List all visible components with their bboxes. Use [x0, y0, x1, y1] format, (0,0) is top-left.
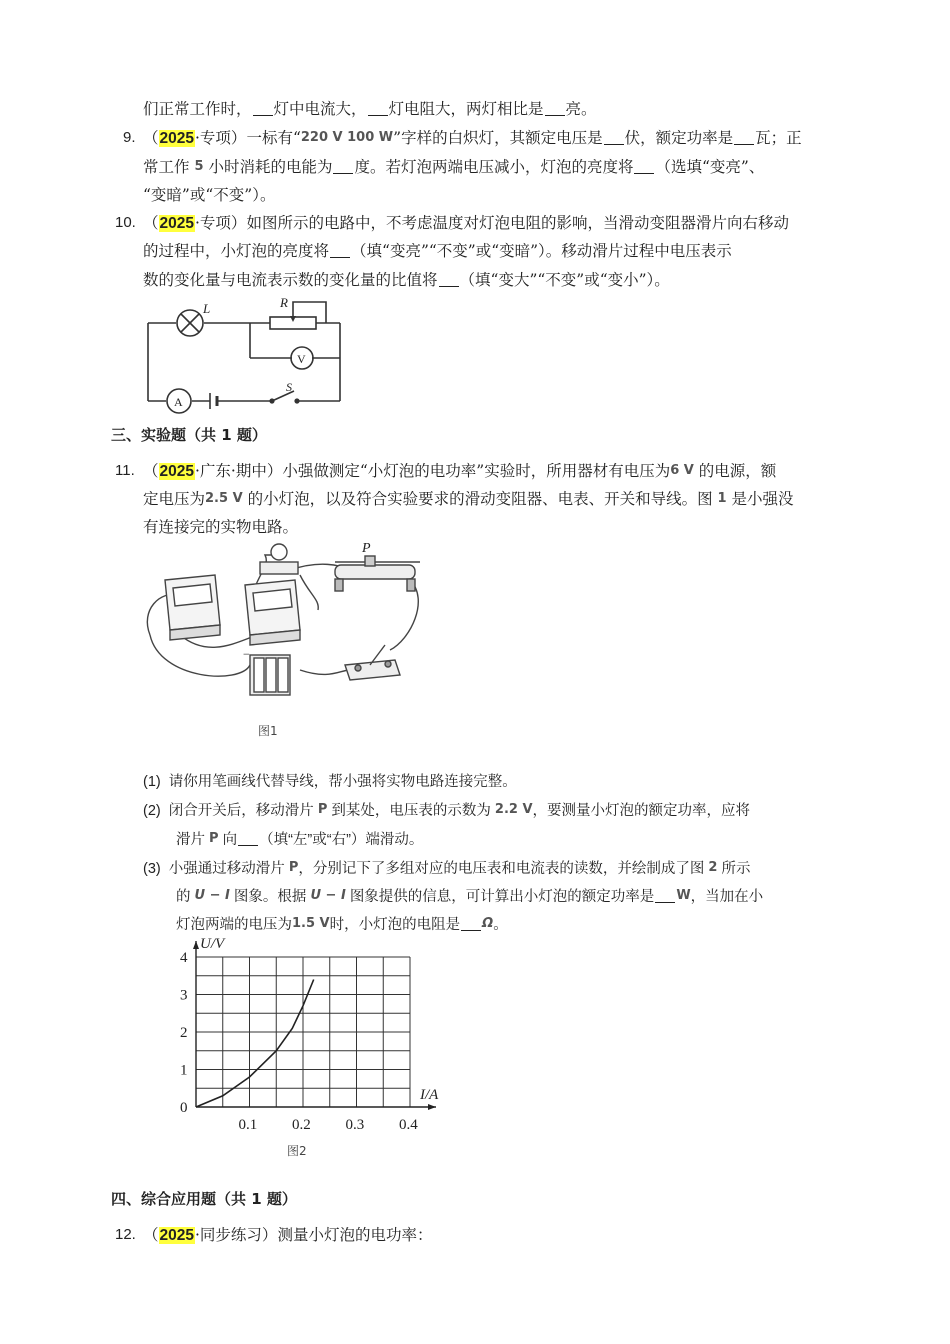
- y-tick-label: 2: [180, 1025, 188, 1041]
- answer-blank[interactable]: [333, 159, 353, 174]
- answer-blank[interactable]: [461, 916, 481, 931]
- answer-blank[interactable]: [545, 101, 565, 116]
- subquestion-1: (1) 请你用笔画线代替导线，帮小强将实物电路连接完整。: [143, 774, 517, 790]
- ui-chart: [170, 935, 455, 1135]
- q9-line2: 常工作 5 小时消耗的电能为 度。若灯泡两端电压减小，灯泡的亮度将 （选填“变亮”、: [143, 158, 765, 176]
- q11-line2: 定电压为2.5 V 的小灯泡，以及符合实验要求的滑动变阻器、电表、开关和导线。图 1 是小强没: [143, 490, 794, 508]
- answer-blank[interactable]: [330, 243, 350, 258]
- answer-blank[interactable]: [439, 272, 459, 287]
- year-highlight: 2025: [159, 1227, 194, 1244]
- answer-blank[interactable]: [368, 101, 388, 116]
- y-tick-label: 1: [180, 1062, 188, 1079]
- subquestion-3-cont2: 灯泡两端的电压为1.5 V时，小灯泡的电阻是 Ω。: [176, 916, 508, 933]
- y-tick-label: 0: [180, 1100, 188, 1116]
- lamp-label: L: [203, 301, 211, 316]
- y-axis-label: U/V: [200, 936, 225, 952]
- q10-line2: 的过程中，小灯泡的亮度将 （填“变亮”“不变”或“变暗”）。移动滑片过程中电压表示: [143, 242, 732, 260]
- answer-blank[interactable]: [734, 130, 754, 145]
- x-tick-label: 0.4: [399, 1117, 418, 1133]
- answer-blank[interactable]: [655, 888, 675, 903]
- negative-terminal: −: [243, 647, 250, 661]
- answer-blank[interactable]: [604, 130, 624, 145]
- q8-line: 们正常工作时， 灯中电流大， 灯电阻大，两灯相比是 亮。: [143, 100, 597, 118]
- subquestion-3: (3) 小强通过移动滑片 P，分别记下了多组对应的电压表和电流表的读数，并绘制成了图 2 所示: [143, 860, 751, 877]
- year-highlight: 2025: [159, 463, 194, 480]
- voltmeter-label: V: [297, 352, 306, 366]
- x-axis-arrow: [428, 1104, 436, 1110]
- question-number: 11.: [115, 462, 135, 479]
- figure-caption: 图1: [258, 724, 278, 738]
- figure-caption: 图2: [287, 1144, 307, 1158]
- question-number: 10.: [115, 214, 136, 231]
- apparatus-figure: [140, 540, 440, 730]
- y-tick-label: 4: [180, 950, 188, 966]
- section-heading: 四、综合应用题（共 1 题）: [111, 1190, 297, 1208]
- q10-line1: （2025·专项）如图所示的电路中，不考虑温度对灯泡电阻的影响，当滑动变阻器滑片向右移动: [143, 214, 789, 232]
- circuit-diagram: [140, 296, 350, 414]
- subquestion-2: (2) 闭合开关后，移动滑片 P 到某处，电压表的示数为 2.2 V，要测量小灯泡的额定功率，应将: [143, 802, 751, 819]
- q11-line1: （2025·广东·期中）小强做测定“小灯泡的电功率”实验时，所用器材有电压为6 V 的电源，额: [143, 462, 777, 480]
- x-tick-label: 0.3: [345, 1117, 365, 1133]
- year-highlight: 2025: [159, 215, 194, 232]
- q9-line1: （2025·专项）一标有“220 V 100 W”字样的白炽灯，其额定电压是 伏，额定功率是 瓦；正: [143, 129, 802, 147]
- answer-blank[interactable]: [253, 101, 273, 116]
- y-tick-label: 3: [180, 987, 188, 1004]
- subquestion-2-cont: 滑片 P 向 （填“左”或“右”）端滑动。: [176, 831, 424, 848]
- y-axis-arrow: [193, 941, 199, 949]
- answer-blank[interactable]: [238, 831, 258, 846]
- answer-blank[interactable]: [634, 159, 654, 174]
- x-axis-label: I/A: [420, 1087, 439, 1103]
- question-number: 12.: [115, 1226, 136, 1243]
- q11-line3: 有连接完的实物电路。: [143, 518, 299, 536]
- q10-line3: 数的变化量与电流表示数的变化量的比值将 （填“变大”“不变”或“变小”）。: [143, 271, 670, 289]
- question-number: 9.: [123, 129, 136, 146]
- subquestion-3-cont: 的 U − I 图象。根据 U − I 图象提供的信息，可计算出小灯泡的额定功率是 W，当加在小: [176, 888, 764, 905]
- switch-label: S: [286, 380, 292, 394]
- q12-line1: （2025·同步练习）测量小灯泡的电功率：: [143, 1226, 433, 1244]
- q9-line3: “变暗”或“不变”）。: [143, 186, 276, 204]
- section-heading: 三、实验题（共 1 题）: [111, 426, 267, 444]
- rheostat-label: R: [280, 296, 288, 310]
- year-highlight: 2025: [159, 130, 194, 147]
- x-tick-label: 0.2: [292, 1117, 311, 1133]
- slider-label: P: [362, 541, 371, 556]
- ammeter-label: A: [174, 395, 183, 409]
- x-tick-label: 0.1: [238, 1117, 258, 1133]
